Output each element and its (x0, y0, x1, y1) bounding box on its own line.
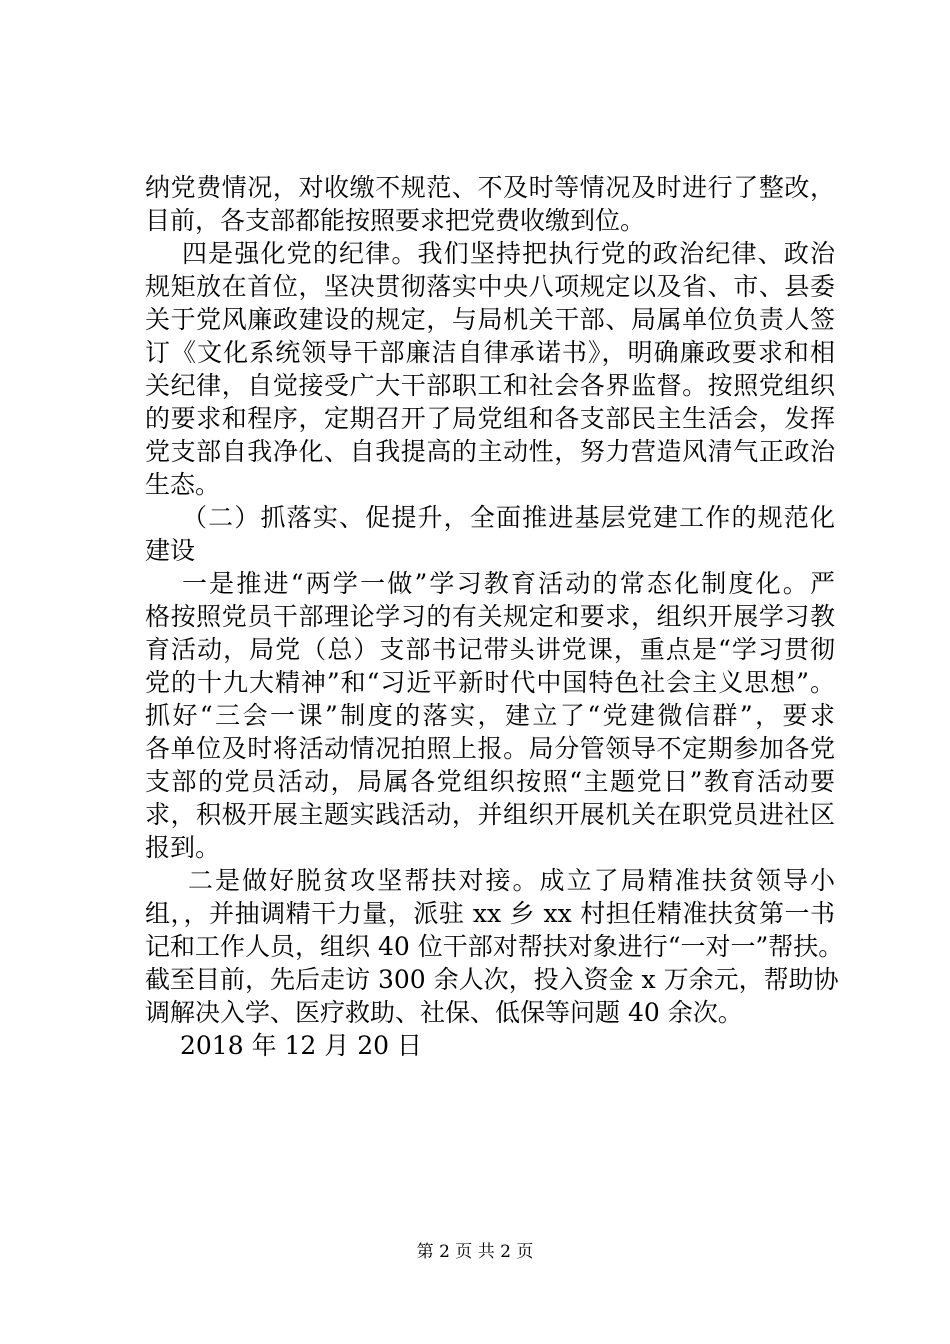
paragraph-line: 纳党费情况，对收缴不规范、不及时等情况及时进行了整改， (145, 173, 835, 202)
paragraph-line: 关纪律，自觉接受广大干部职工和社会各界监督。按照党组织 (145, 371, 835, 400)
paragraph-line: 各单位及时将活动情况拍照上报。局分管领导不定期参加各党 (145, 734, 835, 763)
paragraph-line: 关于党风廉政建设的规定，与局机关干部、局属单位负责人签 (145, 305, 835, 334)
paragraph-line: 规矩放在首位，坚决贯彻落实中央八项规定以及省、市、县委 (145, 272, 835, 301)
paragraph-line: 调解决入学、医疗救助、社保、低保等问题 40 余次。 (145, 998, 743, 1027)
paragraph-line: 报到。 (145, 833, 221, 862)
paragraph-line: 党支部自我净化、自我提高的主动性，努力营造风清气正政治 (145, 437, 835, 466)
paragraph-line: 组，，并抽调精干力量，派驻 xx 乡 xx 村担任精准扶贫第一书 (145, 899, 835, 928)
paragraph-line: 订《文化系统领导干部廉洁自律承诺书》，明确廉政要求和相 (145, 338, 835, 367)
paragraph-line: 截至目前，先后走访 300 余人次，投入资金 x 万余元，帮助协 (145, 965, 839, 994)
page-number-footer: 第 2 页 共 2 页 (416, 1242, 534, 1262)
paragraph-line: 党的十九大精神”和“习近平新时代中国特色社会主义思想”。 (145, 668, 835, 697)
paragraph-line: 记和工作人员，组织 40 位干部对帮扶对象进行“一对一”帮扶。 (145, 932, 844, 961)
paragraph-line: 育活动，局党（总）支部书记带头讲党课，重点是“学习贯彻 (145, 635, 835, 664)
section-heading-line: （二）抓落实、促提升，全面推进基层党建工作的规范化 (182, 503, 835, 532)
paragraph-line: 二是做好脱贫攻坚帮扶对接。成立了局精准扶贫领导小 (188, 866, 835, 895)
paragraph-line: 的要求和程序，定期召开了局党组和各支部民主生活会，发挥 (145, 404, 835, 433)
paragraph-line: 求，积极开展主题实践活动，并组织开展机关在职党员进社区 (145, 800, 835, 829)
document-date: 2018 年 12 月 20 日 (180, 1031, 422, 1060)
paragraph-line: 目前，各支部都能按照要求把党费收缴到位。 (145, 206, 646, 235)
paragraph-line: 抓好“三会一课”制度的落实，建立了“党建微信群”，要求 (145, 701, 835, 730)
paragraph-line: 支部的党员活动，局属各党组织按照“主题党日”教育活动要 (145, 767, 835, 796)
paragraph-line: 四是强化党的纪律。我们坚持把执行党的政治纪律、政治 (182, 239, 835, 268)
paragraph-line: 生态。 (145, 470, 221, 499)
paragraph-line: 格按照党员干部理论学习的有关规定和要求，组织开展学习教 (145, 602, 835, 631)
paragraph-line: 一是推进“两学一做”学习教育活动的常态化制度化。严 (182, 569, 835, 598)
section-heading-line: 建设 (145, 536, 196, 565)
